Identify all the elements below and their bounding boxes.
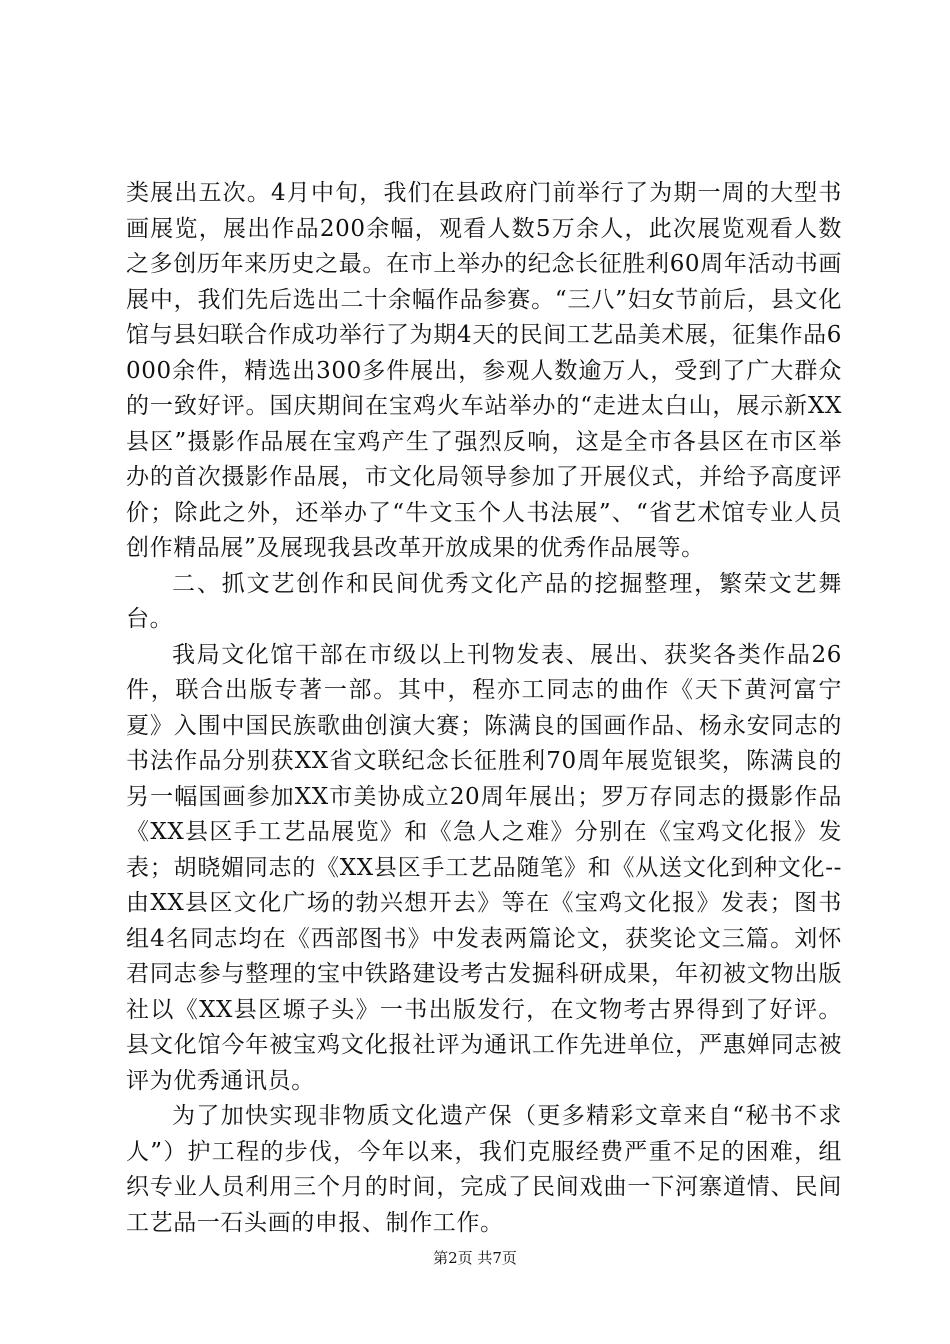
document-body [126, 176, 842, 1241]
body-paragraph: 我局文化馆干部在市级以上刊物发表、展出、获奖各类作品26件，联合出版专著一部。其中，程亦工同志的曲作《天下黄河富宁夏》入围中国民族歌曲创演大赛；陈满良的国画作品、杨永安同志的书法作品分别获XX省文联纪念长征胜利70周年展览银奖，陈满良的另一幅国画参加XX市美协成立20周年展出；罗万存同志的摄影作品《XX县区手工艺品展览》和《急人之难》分别在《宝鸡文化报》发表；胡晓媚同志的《XX县区手工艺品随笔》和《从送文化到种文化--由XX县区文化广场的勃兴想开去》等在《宝鸡文化报》发表；图书组4名同志均在《西部图书》中发表两篇论文，获奖论文三篇。刘怀君同志参与整理的宝中铁路建设考古发掘科研成果，年初被文物出版社以《XX县区塬子头》一书出版发行，在文物考古界得到了好评。县文化馆今年被宝鸡文化报社评为通讯工作先进单位，严惠婵同志被评为优秀通讯员。 [126, 641, 842, 1094]
section-heading: 二、抓文艺创作和民间优秀文化产品的挖掘整理，繁荣文艺舞台。 [126, 570, 842, 632]
body-paragraph: 类展出五次。4月中旬，我们在县政府门前举行了为期一周的大型书画展览，展出作品200余幅，观看人数5万余人，此次展览观看人数之多创历年来历史之最。在市上举办的纪念长征胜利60周年活动书画展中，我们先后选出二十余幅作品参赛。“三八”妇女节前后，县文化馆与县妇联合作成功举行了为期4天的民间工艺品美术展，征集作品6000余件，精选出300多件展出，参观人数逾万人，受到了广大群众的一致好评。国庆期间在宝鸡火车站举办的“走进太白山，展示新XX县区”摄影作品展在宝鸡产生了强烈反响，这是全市各县区在市区举办的首次摄影作品展，市文化局领导参加了开展仪式，并给予高度评价；除此之外，还举办了“牛文玉个人书法展”、“省艺术馆专业人员创作精品展”及展现我县改革开放成果的优秀作品展等。 [126, 180, 842, 561]
body-paragraph: 为了加快实现非物质文化遗产保（更多精彩文章来自“秘书不求人”）护工程的步伐，今年以来，我们克服经费严重不足的困难，组织专业人员利用三个月的时间，完成了民间戏曲一下河寨道情、民间工艺品一石头画的申报、制作工作。 [126, 1103, 842, 1236]
page-number-footer: 第2页 共7页 [433, 1249, 517, 1267]
